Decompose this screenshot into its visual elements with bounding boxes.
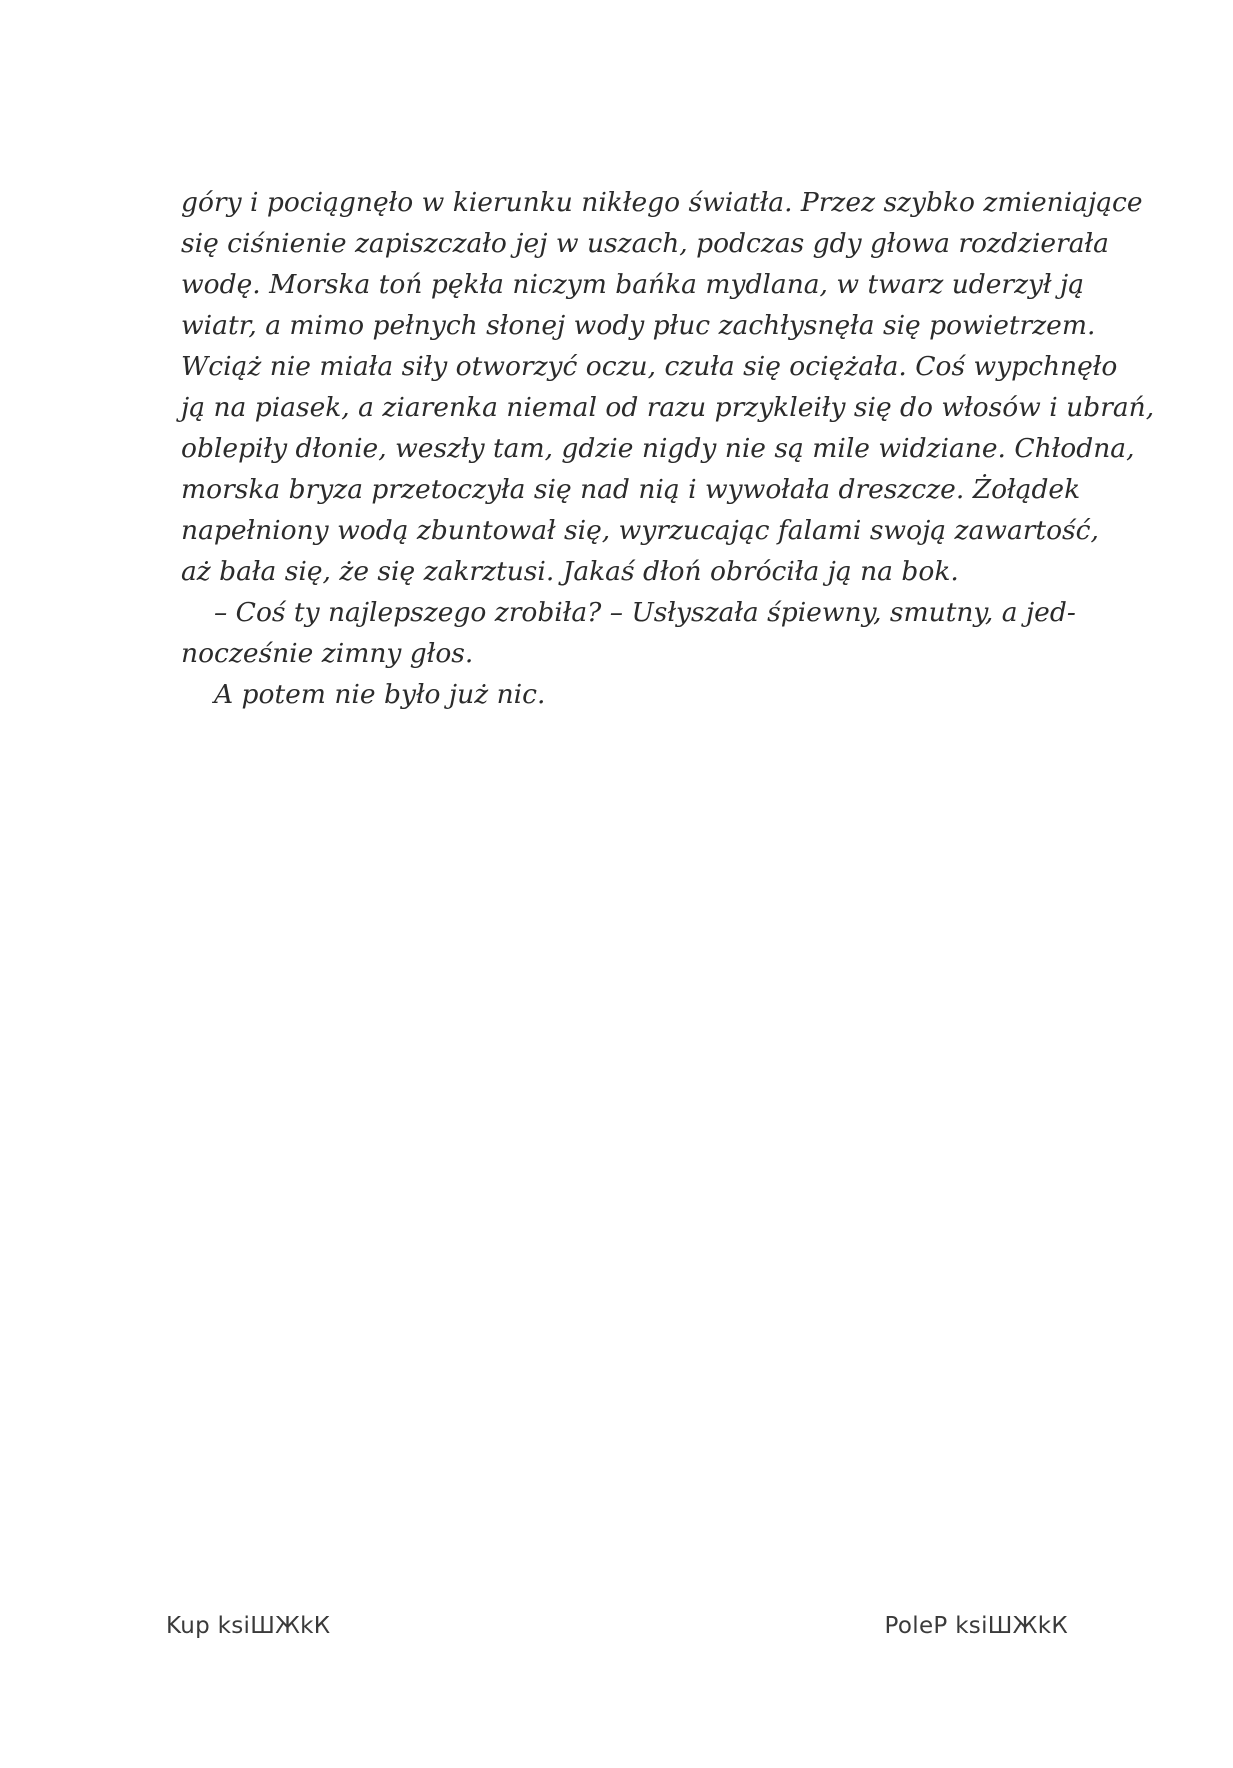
text-line: góry i pociągnęło w kierunku nikłego światła. Przez szybko zmieniające — [181, 187, 1143, 218]
text-line: Wciąż nie miała siły otworzyć oczu, czuła się ociężała. Coś wypchnęło — [181, 351, 1118, 382]
recommend-book-link[interactable]: PoleР ksiШЖkК — [884, 1613, 1068, 1639]
text-line: aż bała się, że się zakrztusi. Jakaś dłoń obróciła ją na bok. — [181, 556, 959, 587]
text-line: morska bryza przetoczyła się nad nią i wywołała dreszcze. Żołądek — [181, 474, 1081, 505]
text-line: nocześnie zimny głos. — [181, 638, 474, 669]
text-line: ją na piasek, a ziarenka niemal od razu przykleiły się do włosów i ubrań, — [181, 392, 1155, 423]
dialogue-line: – Coś ty najlepszego zrobiła? – Usłyszała śpiewny, smutny, a jed- — [214, 597, 1076, 628]
buy-book-link[interactable]: Kup ksiШЖkК — [166, 1613, 331, 1639]
body-text — [181, 182, 1155, 715]
text-line: wiatr, a mimo pełnych słonej wody płuc zachłysnęła się powietrzem. — [181, 310, 1096, 341]
text-line: wodę. Morska toń pękła niczym bańka mydlana, w twarz uderzył ją — [181, 269, 1085, 300]
closing-line: A potem nie było już nic. — [214, 679, 546, 710]
text-line: oblepiły dłonie, weszły tam, gdzie nigdy nie są mile widziane. Chłodna, — [181, 433, 1135, 464]
text-line: napełniony wodą zbuntował się, wyrzucając falami swoją zawartość, — [181, 515, 1099, 546]
text-line: się ciśnienie zapiszczało jej w uszach, podczas gdy głowa rozdzierała — [181, 228, 1109, 259]
